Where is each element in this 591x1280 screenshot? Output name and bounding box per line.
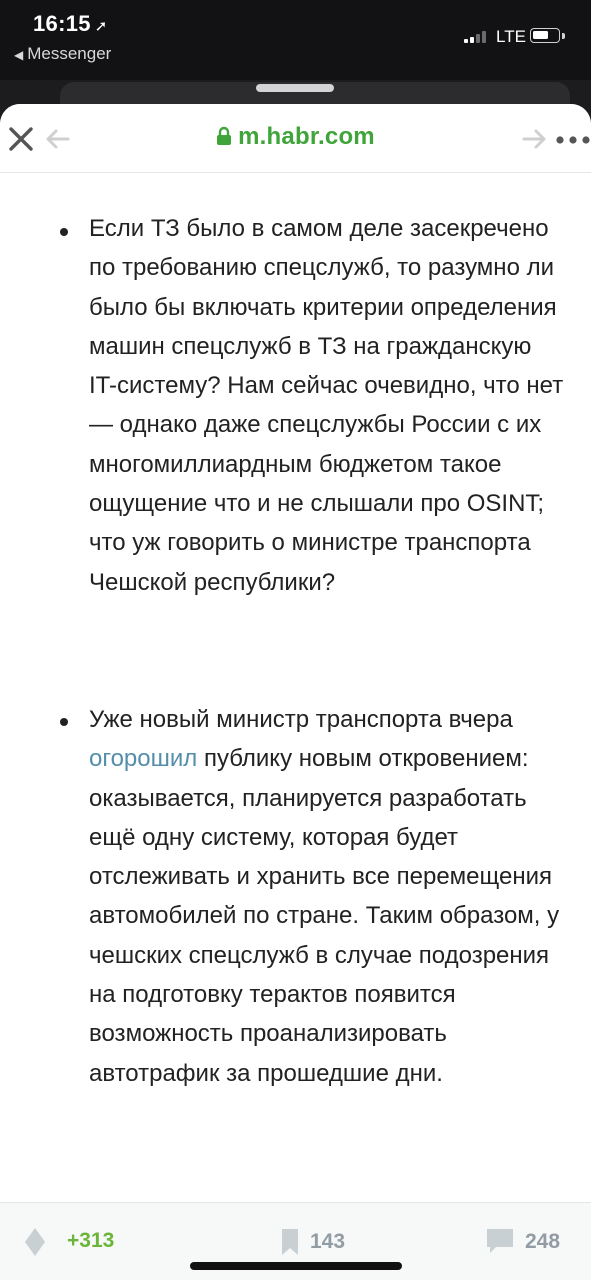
status-time: 16:15 ➚	[33, 11, 108, 36]
more-icon[interactable]	[555, 135, 591, 145]
score-icon[interactable]	[24, 1227, 46, 1257]
home-indicator[interactable]	[190, 1262, 402, 1270]
url-text[interactable]: m.habr.com	[238, 123, 375, 150]
browser-topbar	[0, 104, 591, 173]
bookmark-icon[interactable]	[281, 1228, 299, 1256]
back-triangle-icon: ◀	[14, 48, 24, 62]
article-link[interactable]: огорошил	[89, 745, 198, 773]
bullet-dot	[60, 718, 68, 726]
bookmark-count: 143	[310, 1230, 346, 1253]
location-arrow-icon: ➚	[94, 18, 108, 35]
back-app-label: Messenger	[27, 44, 112, 63]
browser-sheet	[0, 104, 591, 1280]
signal-icon	[464, 31, 486, 43]
comment-icon[interactable]	[486, 1228, 514, 1254]
forward-arrow-icon[interactable]	[522, 128, 548, 150]
status-bar	[0, 0, 591, 80]
bullet-item: Если ТЗ было в самом деле засекречено по требованию спецслужб, то разумно ли было бы включать критерии определения машин спецслужб в ТЗ на гражданскую IT-систему? Нам сейчас очевидно, что нет — однако даже спецслужбы России с их многомиллиардным бюджетом такое ощущение что и не слышали про OSINT; что уж говорить о министре транспорта Чешской республики?	[89, 215, 564, 596]
lock-icon	[216, 126, 232, 146]
score-value: +313	[67, 1229, 115, 1252]
network-type: LTE	[496, 27, 526, 46]
bullet-dot	[60, 228, 68, 236]
article-content[interactable]	[0, 104, 591, 1204]
back-to-app-link[interactable]	[14, 44, 111, 64]
sheet-grabber[interactable]	[256, 84, 334, 92]
battery-icon	[530, 28, 560, 43]
bullet-item: Уже новый министр транспорта вчера огорошил публику новым откровением: оказывается, планируется разработать ещё одну систему, которая будет отслеживать и хранить все перемещения автомобилей по стране. Таким образом, у чешских спецслужб в случае подозрения на подготовку терактов появится возможность проанализировать автотрафик за прошедшие дни.	[89, 706, 560, 1087]
comment-count: 248	[525, 1230, 561, 1253]
